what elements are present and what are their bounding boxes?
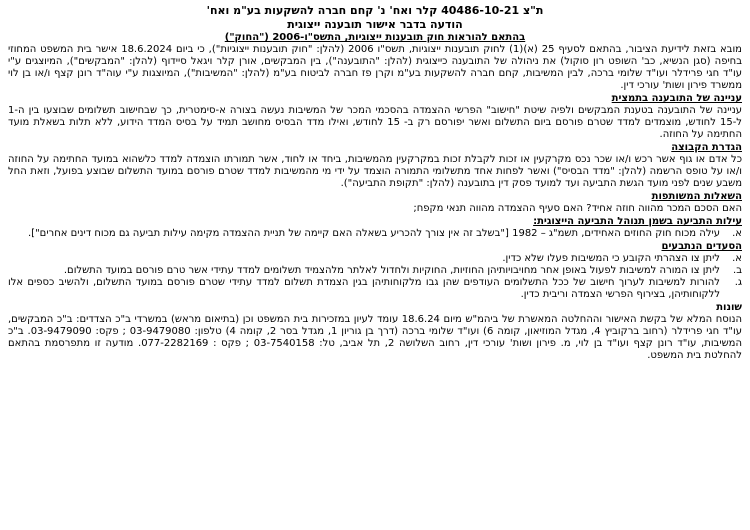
- case-title: ת"צ 40486-10-21 קלר ואח' נ' קחם חברה להשקעות בע"מ ואח': [206, 4, 544, 17]
- questions-paragraph: האם הסכם המכר מהווה חוזה אחיד? האם סעיף ההצמדה מהווה תנאי מקפח;: [413, 203, 742, 214]
- item-number: א.: [732, 228, 742, 239]
- item-text: עילה מכוח חוק החוזים האחידים, תשמ"ג – 1982 ["בשלב זה אין צורך להכריע בשאלה האם קיימה של תניית ההצמדה מקימה עילות תביעה גם מכוח דינים אחרים"].: [28, 228, 720, 239]
- list-item: [8, 253, 742, 265]
- notice-title: הודעה בדבר אישור תובענה ייצוגית: [287, 18, 463, 31]
- item-number: א.: [732, 253, 742, 264]
- causes-heading: עילות התביעה בשמן תנוהל התביעה הייצוגית:: [533, 216, 742, 227]
- intro-paragraph: מובא בזאת לידיעת הציבור, בהתאם לסעיף 25 (א)(1) לחוק תובענות ייצוגיות, תשס"ו 2006 (להלן: "חוק תובענות ייצוגיות"), כי ביום 18.6.2024 אישר בית המשפט המחוזי בחיפה (סגן הנשיא, כב' השופט רון סוקול) את ניהולה של התובענה כייצוגית (להלן: "התובענה"), בין המבקשים, אורן קלר ויגאל סיידוף (להלן: "המבקשים"), המיוצגים ע"י עו"ד חגי פרידלר ועו"ד שלומי ברכה, לבין המשיבות, קחם חברה להשקעות בע"מ וקרן פז חברה לביטוח בע"מ (להלן: "המשיבות"), המיוצגות ע"י עוה"ד רונן קצף ו/או בן לוי ממשרד פירון ושות' עורכי דין.: [8, 44, 742, 91]
- misc-paragraph: הנוסח המלא של בקשת האישור וההחלטה המאשרת של ביהמ"ש מיום 18.6.24 עומד לעיון במזכירות בית המשפט וכן (בתיאום מראש) במשרדי ב"כ הצדדים: ב"כ המבקשים, עו"ד חגי פרידלר (רחוב ברקוביץ 4, מגדל המוזיאון, קומה 6) ועו"ד שלומי ברכה (דרך בן גוריון 1, מגדל בסר 2, קומה 4) טלפון: 03-9479080 ; פקס: 03-9479090. ב"כ המשיבות, עו"ד רונן קצף ועו"ד בן לוי, מ. פירון ושות' עורכי דין, רחוב השלושה 2, תל אביב, טל: 03-7540158 ; פקס : 077-2282169. מודעה זו מתפרסמת בהתאם להחלטת בית המשפט.: [8, 314, 742, 361]
- essence-paragraph: עניינה של התובענה בטענת המבקשים ולפיה שיטת "חישוב" הפרשי ההצמדה בהסכמי המכר של המשיבות נעשה בצורה א-סימטרית, כך שבחישוב תשלומים שבוצעו בין ה-1 ל-15 לחודש, מוצמדים למדד שטרם פורסם ביום התשלום ואשר יפורסם רק ב- 15 לחודש, ואילו מדד הבסיס מחושב תמיד על בסיס המדד הידוע, ללא תלות בשאלת מועד החתימה על החוזה.: [8, 105, 742, 140]
- misc-heading: שונות: [716, 302, 742, 313]
- group-heading: הגדרת הקבוצה: [671, 142, 742, 153]
- essence-heading: עניינה של התובענה בתמצית: [611, 93, 742, 104]
- remedies-heading: הסעדים הנתבעים: [661, 241, 742, 252]
- law-reference: בהתאם להוראות חוק תובענות ייצוגיות, התשס"ו-2006 ("החוק"): [224, 32, 526, 43]
- group-paragraph: כל אדם או גוף אשר רכש ו/או שכר נכס מקרקעין או זכות לקבלת זכות במקרקעין מהמשיבות, ביחד או לחוד, אשר תמורתו הוצמדה למדד כלשהוא במועד החתימה על החוזה ו/או על טופס הרשמה (להלן: "מדד הבסיס") ואשר לפחות אחד מתשלומי התמורה הוצמד על ידי מי מהמשיבות למדד שטרם פורסם במועד התשלום שבוצע בפועל, וזאת החל משבע שנים לפני מועד הגשת התביעה ועד למועד פסק דין בתובענה (להלן: "תקופת התביעה").: [8, 154, 742, 189]
- list-item: [8, 277, 742, 301]
- list-item: [8, 228, 742, 240]
- item-number: ג.: [734, 277, 742, 288]
- questions-heading: השאלות המשותפות: [651, 191, 742, 202]
- notice-page: [8, 4, 742, 522]
- item-text: להורות למשיבות לערוך חישוב של ככל התשלומים העודפים שהן גבו מלקוחותיהן בגין הצמדת תשלום למדד עתידי שטרם פורסם במועד התשלום, ולהשיב כספים אלו ללקוחותיהן, בצירוף הפרשי הצמדה וריבית כדין.: [8, 277, 720, 300]
- list-item: [8, 265, 742, 277]
- item-text: ליתן צו המורה למשיבות לפעול באופן אחר מחויבויותיהן החוזיות, החוקיות ולחדול לאלתר מלהצמיד תשלומים למדד עתידי אשר טרם פורסם במועד התשלום.: [63, 265, 720, 276]
- item-text: ליתן צו הצהרתי הקובע כי המשיבות פעלו שלא כדין.: [502, 253, 720, 264]
- item-number: ב.: [733, 265, 742, 276]
